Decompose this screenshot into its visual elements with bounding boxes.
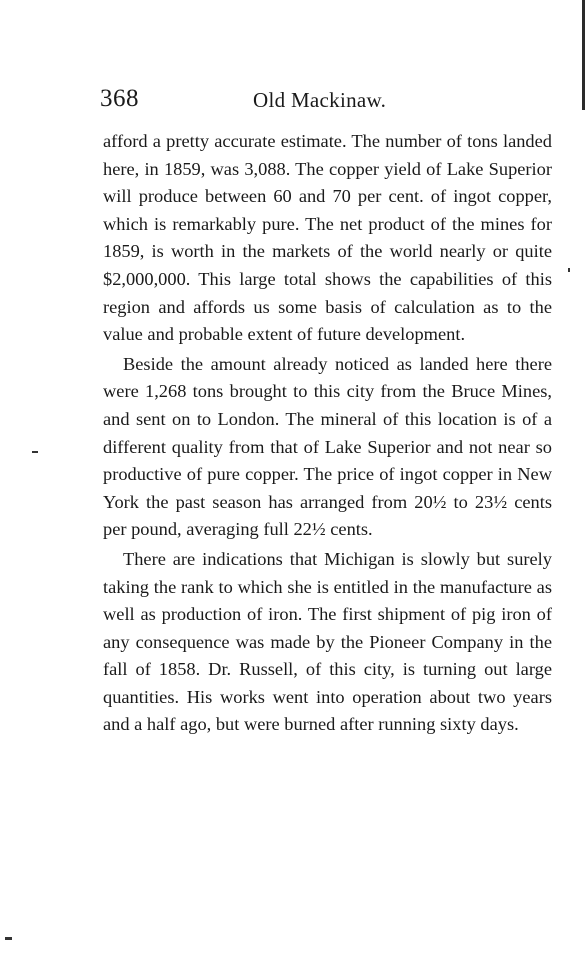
running-head: Old Mackinaw.: [253, 88, 387, 112]
page-number: 368: [100, 85, 139, 112]
paragraph-2: Beside the amount already noticed as landed here there were 1,268 tons brought to this city from the Bruce Mines, and sent on to London. The mineral of this location is of a different quality from that of Lake Superior and not near so productive of pure copper. The price of ingot copper in New York the past season has arranged from 20½ to 23½ cents per pound, averaging full 22½ cents.: [103, 353, 552, 540]
page-edge-shadow: [582, 0, 585, 110]
paragraph-3: There are indications that Michigan is slowly but surely taking the rank to which she is entitled in the manufacture as well as production of iron. The first shipment of pig iron of any consequence was made by the Pioneer Company in the fall of 1858. Dr. Russell, of this city, is turning out large quantities. His works went into operation about two years and a half ago, but were burned after running sixty days.: [103, 548, 552, 735]
margin-speck: [32, 451, 38, 453]
body-text: [103, 128, 552, 741]
margin-speck: [5, 937, 12, 940]
margin-speck: [568, 268, 570, 272]
paragraph-1: afford a pretty accurate estimate. The number of tons landed here, in 1859, was 3,088. The copper yield of Lake Superior will produce between 60 and 70 per cent. of ingot copper, which is remarkably pure. The net product of the mines for 1859, is worth in the markets of the world nearly or quite $2,000,000. This large total shows the capabilities of this region and affords us some basis of calculation as to the value and probable extent of future development.: [103, 131, 552, 345]
